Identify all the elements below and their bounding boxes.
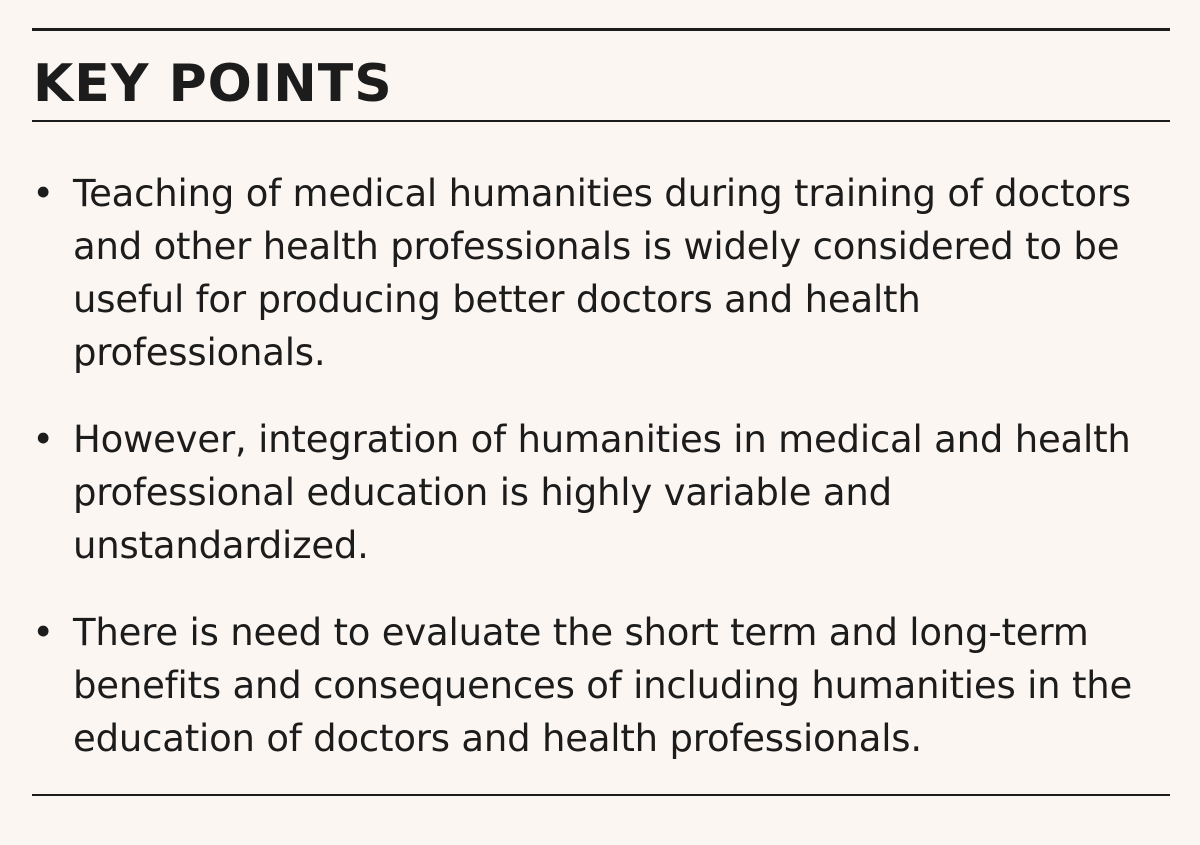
key-point-item: [28, 606, 1178, 765]
key-point-text: However, integration of humanities in medical and health professional education is highly variable and unstandardized.: [73, 418, 1131, 567]
top-rule: [32, 28, 1170, 31]
key-point-text: There is need to evaluate the short term and long-term benefits and consequences of including humanities in the education of doctors and health professionals.: [73, 611, 1133, 760]
key-points-heading: KEY POINTS: [33, 54, 393, 114]
key-point-item: [28, 167, 1178, 379]
bottom-rule: [32, 794, 1170, 796]
bullet-icon: •: [32, 172, 54, 215]
key-point-item: [28, 413, 1178, 572]
key-points-list: [28, 167, 1178, 765]
bullet-icon: •: [32, 418, 54, 461]
heading-rule: [32, 120, 1170, 122]
key-point-text: Teaching of medical humanities during training of doctors and other health professionals is widely considered to be useful for producing better doctors and health professionals.: [73, 172, 1131, 374]
bullet-icon: •: [32, 611, 54, 654]
